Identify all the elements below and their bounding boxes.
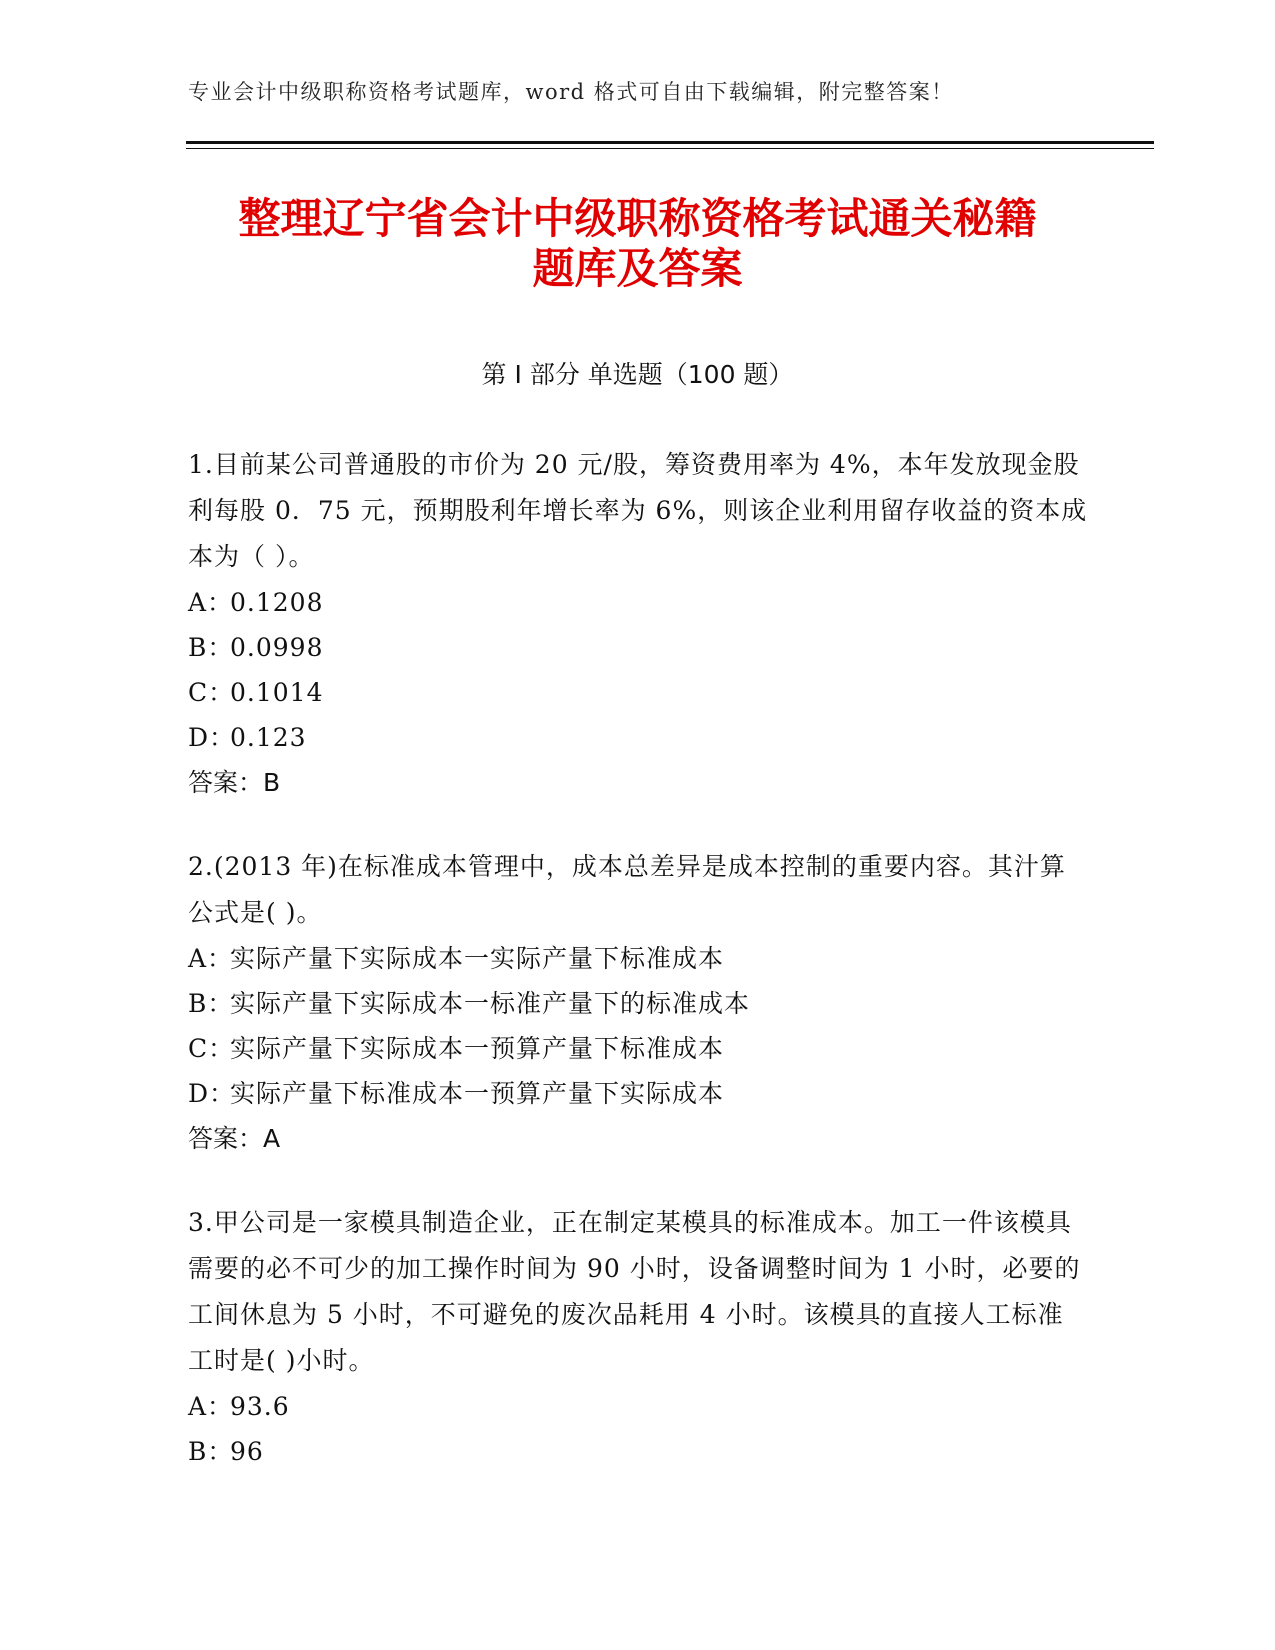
title-line-1: 整理辽宁省会计中级职称资格考试通关秘籍 [238, 194, 1037, 243]
option-text: 93.6 [230, 1392, 290, 1421]
option-text: 0.1208 [230, 588, 324, 617]
question-1 [188, 442, 1088, 806]
option-a [188, 936, 1088, 981]
title-line-2: 题库及答案 [532, 244, 743, 293]
option-key: A： [188, 1392, 234, 1421]
option-key: D： [188, 1079, 236, 1108]
option-text: 实际产量下实际成本一标准产量下的标准成本 [230, 989, 751, 1018]
option-text: 实际产量下实际成本一预算产量下标准成本 [230, 1034, 725, 1063]
option-text: 0.123 [230, 723, 307, 752]
option-d [188, 1071, 1088, 1116]
option-b [188, 625, 1088, 670]
answer: 答案：A [188, 1124, 281, 1153]
option-key: A： [188, 944, 234, 973]
question-stem: 2.(2013 年)在标准成本管理中，成本总差异是成本控制的重要内容。其汁算公式是( )。 [188, 852, 1066, 927]
option-key: A： [188, 588, 234, 617]
option-text: 实际产量下标准成本一预算产量下实际成本 [230, 1079, 725, 1108]
option-key: B： [188, 1437, 234, 1466]
option-text: 0.0998 [230, 633, 324, 662]
question-2 [188, 844, 1088, 1162]
option-key: D： [188, 723, 236, 752]
header-rule-thin [186, 148, 1154, 149]
option-c [188, 1026, 1088, 1071]
option-key: C： [188, 678, 235, 707]
option-text: 实际产量下实际成本一实际产量下标准成本 [230, 944, 725, 973]
question-stem: 1.目前某公司普通股的市价为 20 元/股，筹资费用率为 4%，本年发放现金股利每股 0．75 元，预期股利年增长率为 6%，则该企业利用留存收益的资本成本为（ ）。 [188, 450, 1088, 571]
option-key: B： [188, 633, 234, 662]
option-text: 96 [230, 1437, 264, 1466]
option-a [188, 580, 1088, 625]
option-text: 0.1014 [230, 678, 324, 707]
option-a [188, 1384, 1088, 1429]
question-3 [188, 1200, 1088, 1474]
option-d [188, 715, 1088, 760]
question-list [188, 442, 1088, 1512]
header-rule-thick [186, 141, 1154, 144]
option-b [188, 981, 1088, 1026]
option-key: C： [188, 1034, 235, 1063]
option-key: B： [188, 989, 234, 1018]
answer: 答案：B [188, 768, 281, 797]
document-title [150, 194, 1125, 294]
option-c [188, 670, 1088, 715]
page-header: 专业会计中级职称资格考试题库，word 格式可自由下载编辑，附完整答案！ [188, 80, 954, 104]
section-heading: 第 I 部分 单选题（100 题） [481, 360, 794, 389]
question-stem: 3.甲公司是一家模具制造企业，正在制定某模具的标准成本。加工一件该模具需要的必不可少的加工操作时间为 90 小时，设备调整时间为 1 小时，必要的工间休息为 5 小时，不可避免的废次品耗用 4 小时。该模具的直接人工标准工时是( )小时。 [188, 1208, 1081, 1375]
option-b [188, 1429, 1088, 1474]
